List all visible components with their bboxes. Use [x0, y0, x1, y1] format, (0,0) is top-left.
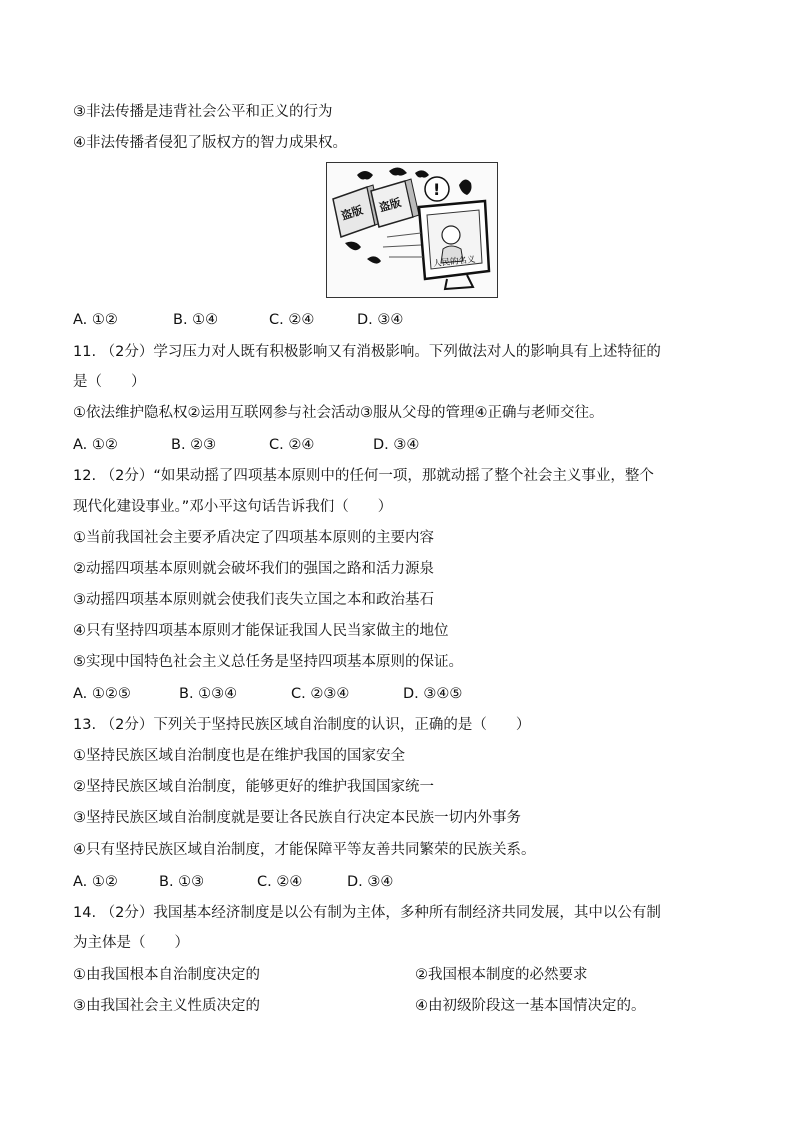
q13-option-d[interactable]: D. ③④ [347, 874, 394, 890]
q14-stem-line-2: 为主体是（ ） [73, 935, 189, 951]
q11-option-a[interactable]: A. ①② [73, 437, 118, 453]
q13-stem: 13. （2分）下列关于坚持民族区域自治制度的认识，正确的是（ ） [73, 717, 531, 733]
monitor-icon [419, 201, 489, 289]
q11-items: ①依法维护隐私权②运用互联网参与社会活动③服从父母的管理④正确与老师交往。 [73, 405, 604, 421]
q10-option-c[interactable]: C. ②④ [269, 312, 315, 328]
q10-item-4: ④非法传播者侵犯了版权方的智力成果权。 [73, 135, 347, 151]
monitor-caption: 人民的名义 [432, 254, 477, 270]
q12-options [73, 684, 462, 704]
q12-option-d[interactable]: D. ③④⑤ [403, 686, 463, 702]
q13-item-2: ②坚持民族区域自治制度，能够更好的维护我国国家统一 [73, 779, 434, 795]
q13-option-b[interactable]: B. ①③ [159, 874, 205, 890]
q11-options [73, 435, 419, 455]
q12-option-a[interactable]: A. ①②⑤ [73, 686, 131, 702]
q14-items-row-2 [73, 996, 646, 1016]
q14-item-1: ①由我国根本自治制度决定的 [73, 967, 260, 983]
q12-option-c[interactable]: C. ②③④ [291, 686, 350, 702]
q14-stem-line-1: 14. （2分）我国基本经济制度是以公有制为主体，多种所有制经济共同发展，其中以公有制 [73, 905, 661, 921]
q14-items-row-1 [73, 965, 588, 985]
q12-stem-line-1: 12. （2分）“如果动摇了四项基本原则中的任何一项，那就动摇了整个社会主义事业，整个 [73, 468, 654, 484]
q13-item-1: ①坚持民族区域自治制度也是在维护我国的国家安全 [73, 748, 405, 764]
cartoon-drawing [327, 163, 498, 298]
q12-item-2: ②动摇四项基本原则就会破坏我们的强国之路和活力源泉 [73, 561, 434, 577]
q13-item-4: ④只有坚持民族区域自治制度，才能保障平等友善共同繁荣的民族关系。 [73, 842, 536, 858]
q12-item-4: ④只有坚持四项基本原则才能保证我国人民当家做主的地位 [73, 623, 449, 639]
book-2-label: 盗版 [377, 195, 403, 215]
q11-option-c[interactable]: C. ②④ [269, 437, 315, 453]
q10-options [73, 310, 403, 330]
q12-item-5: ⑤实现中国特色社会主义总任务是坚持四项基本原则的保证。 [73, 654, 463, 670]
q14-item-2: ②我国根本制度的必然要求 [415, 967, 588, 983]
q10-option-a[interactable]: A. ①② [73, 312, 118, 328]
q14-item-3: ③由我国社会主义性质决定的 [73, 998, 260, 1014]
q13-option-a[interactable]: A. ①② [73, 874, 118, 890]
q13-options [73, 872, 393, 892]
q10-option-b[interactable]: B. ①④ [173, 312, 219, 328]
q10-item-3: ③非法传播是违背社会公平和正义的行为 [73, 104, 333, 120]
q14-item-4: ④由初级阶段这一基本国情决定的。 [415, 998, 646, 1014]
q12-item-1: ①当前我国社会主要矛盾决定了四项基本原则的主要内容 [73, 530, 434, 546]
q13-option-c[interactable]: C. ②④ [257, 874, 303, 890]
book-1-label: 盗版 [339, 203, 365, 223]
q12-item-3: ③动摇四项基本原则就会使我们丧失立国之本和政治基石 [73, 592, 434, 608]
q12-stem-line-2: 现代化建设事业。”邓小平这句话告诉我们（ ） [73, 499, 393, 515]
q11-option-b[interactable]: B. ②③ [171, 437, 217, 453]
q12-option-b[interactable]: B. ①③④ [179, 686, 238, 702]
q11-option-d[interactable]: D. ③④ [373, 437, 420, 453]
motion-lines [383, 233, 423, 257]
q11-stem-line-1: 11. （2分）学习压力对人既有积极影响又有消极影响。下列做法对人的影响具有上述特征的 [73, 344, 661, 360]
q11-stem-line-2: 是（ ） [73, 374, 146, 390]
q10-option-d[interactable]: D. ③④ [357, 312, 404, 328]
exclamation-mark: ! [433, 180, 441, 199]
q13-item-3: ③坚持民族区域自治制度就是要让各民族自行决定本民族一切内外事务 [73, 810, 521, 826]
piracy-cartoon [326, 162, 498, 298]
